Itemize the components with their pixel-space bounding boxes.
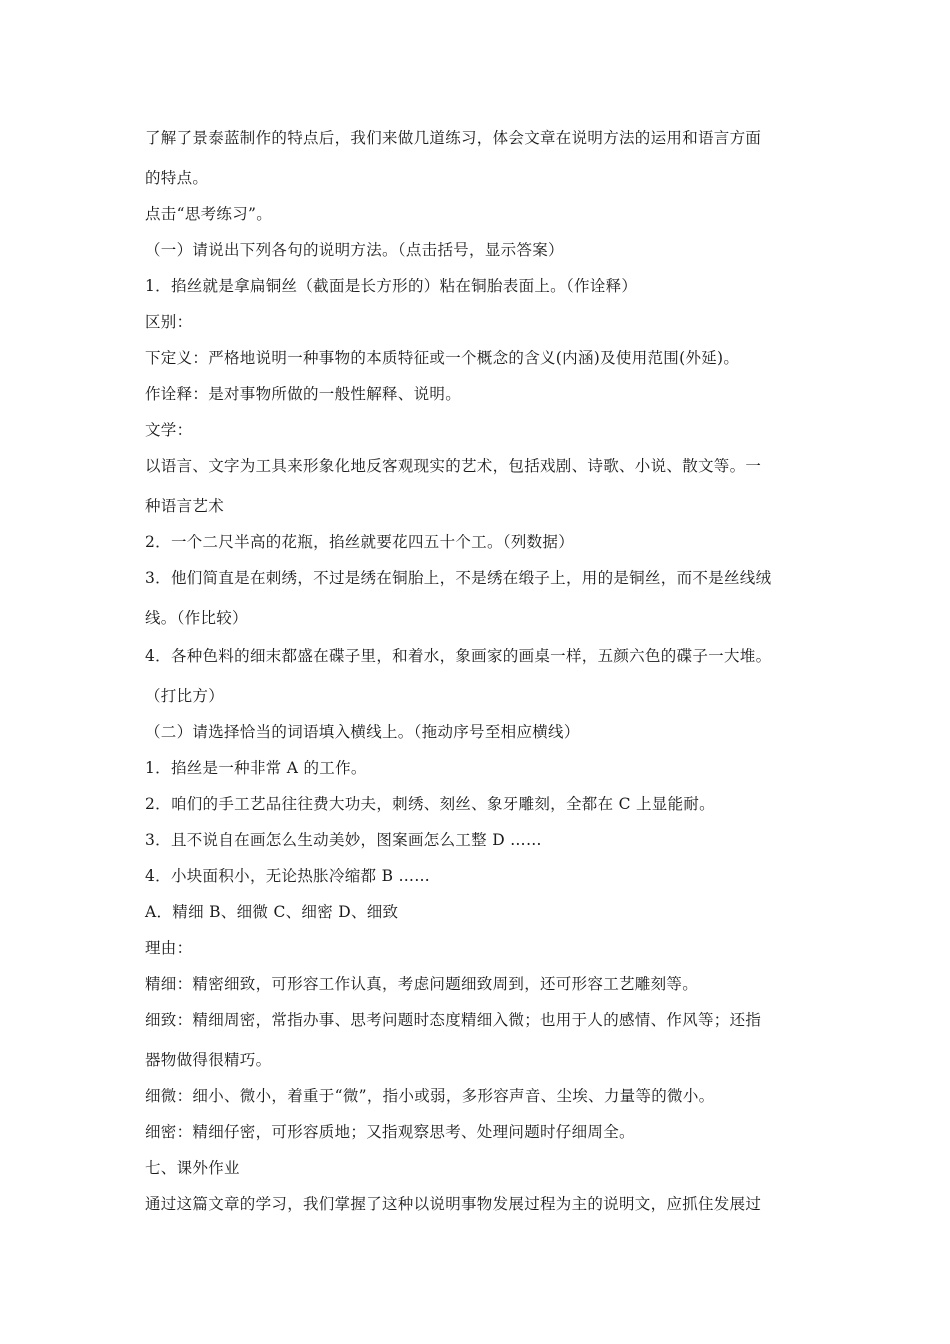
text-line: 下定义：严格地说明一种事物的本质特征或一个概念的含义(内涵)及使用范围(外延)。 [145,349,740,367]
section-heading: （二）请选择恰当的词语填入横线上。（拖动序号至相应横线） [145,723,580,741]
text-line: 通过这篇文章的学习，我们掌握了这种以说明事物发展过程为主的说明文，应抓住发展过 [145,1195,762,1213]
text-line: 3．且不说自在画怎么生动美妙，图案画怎么工整 D …… [145,831,542,849]
text-line: 器物做得很精巧。 [145,1051,272,1069]
text-line: 的特点。 [145,169,209,187]
text-line: 2．咱们的手工艺品往往费大功夫，刺绣、刻丝、象牙雕刻，全都在 C 上显能耐。 [145,795,715,813]
text-line: 细致：精细周密，常指办事、思考问题时态度精细入微；也用于人的感情、作风等；还指 [145,1011,762,1029]
text-line: （打比方） [145,687,225,705]
text-line: 细密：精细仔密，可形容质地；又指观察思考、处理问题时仔细周全。 [145,1123,635,1141]
section-heading: （一）请说出下列各句的说明方法。（点击括号，显示答案） [145,241,564,259]
text-line: 理由： [145,939,193,957]
text-line: 区别： [145,313,193,331]
text-line: 点击“思考练习”。 [145,205,273,223]
section-heading: 七、课外作业 [145,1159,240,1177]
text-line: 2．一个二尺半高的花瓶，掐丝就要花四五十个工。（列数据） [145,533,575,551]
text-line: 精细：精密细致，可形容工作认真，考虑问题细致周到，还可形容工艺雕刻等。 [145,975,699,993]
text-line: 1．掐丝就是拿扁铜丝（截面是长方形的）粘在铜胎表面上。（作诠释） [145,277,638,295]
text-line: 了解了景泰蓝制作的特点后，我们来做几道练习，体会文章在说明方法的运用和语言方面 [145,129,762,147]
text-line: 4．各种色料的细末都盛在碟子里，和着水，象画家的画桌一样，五颜六色的碟子一大堆。 [145,647,772,665]
text-line: 作诠释：是对事物所做的一般性解释、说明。 [145,385,462,403]
text-line: 线。（作比较） [145,609,248,627]
text-line: 3．他们简直是在刺绣，不过是绣在铜胎上，不是绣在缎子上，用的是铜丝，而不是丝线绒 [145,569,772,587]
text-line: 细微：细小、微小，着重于“微”，指小或弱，多形容声音、尘埃、力量等的微小。 [145,1087,715,1105]
text-line: 4．小块面积小，无论热胀冷缩都 B …… [145,867,431,885]
text-line: 文学： [145,421,193,439]
text-line: 1．掐丝是一种非常 A 的工作。 [145,759,367,777]
text-line: 种语言艺术 [145,497,225,515]
text-line: 以语言、文字为工具来形象化地反客观现实的艺术，包括戏剧、诗歌、小说、散文等。一 [145,457,762,475]
text-line: A．精细 B、细微 C、细密 D、细致 [145,903,399,921]
